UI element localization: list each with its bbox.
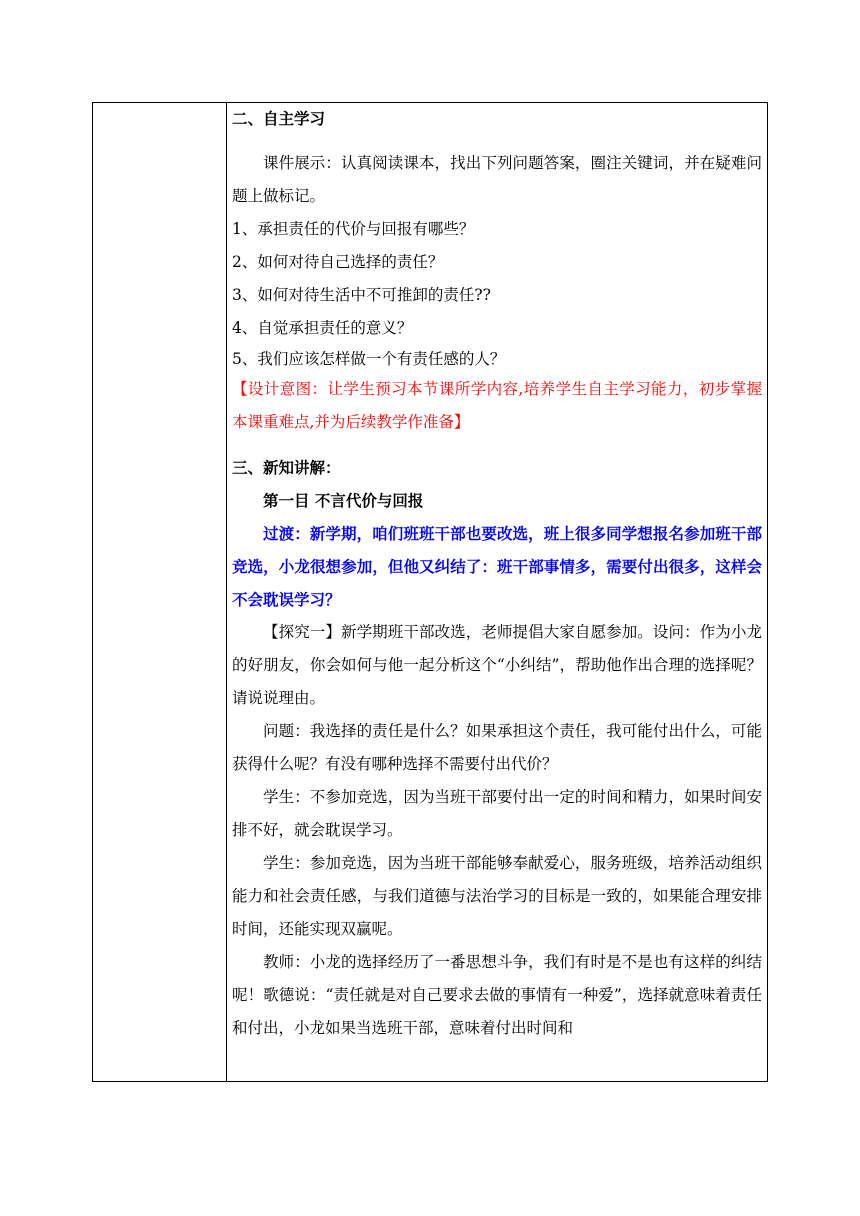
question-3: 3、如何对待生活中不可推卸的责任?? bbox=[232, 286, 491, 304]
question-paragraph: 问题：我选择的责任是什么？如果承担这个责任，我可能付出什么，可能获得什么呢？有没有哪种选择不需要付出代价？ bbox=[232, 722, 762, 773]
question-2: 2、如何对待自己选择的责任？ bbox=[232, 253, 444, 271]
question-5: 5、我们应该怎样做一个有责任感的人？ bbox=[232, 350, 506, 368]
student-answer-2: 学生：参加竞选，因为当班干部能够奉献爱心，服务班级，培养活动组织能力和社会责任感，与我们道德与法治学习的目标是一致的，如果能合理安排时间，还能实现双赢呢。 bbox=[232, 854, 762, 938]
question-1: 1、承担责任的代价与回报有哪些？ bbox=[232, 220, 475, 238]
table-column-divider bbox=[226, 102, 227, 1082]
design-intent-note: 【设计意图：让学生预习本节课所学内容,培养学生自主学习能力，初步掌握本课重难点,并为后续教学作准备】 bbox=[232, 380, 762, 431]
student-answer-1: 学生：不参加竞选，因为当班干部要付出一定的时间和精力，如果时间安排不好，就会耽误学习。 bbox=[232, 788, 762, 839]
teacher-paragraph: 教师：小龙的选择经历了一番思想斗争，我们有时是不是也有这样的纠结呢！歌德说：“责任就是对自己要求去做的事情有一种爱”，选择就意味着责任和付出，小龙如果当选班干部，意味着付出时间和 bbox=[232, 953, 762, 1037]
lesson-content-cell bbox=[232, 102, 762, 1080]
question-4: 4、自觉承担责任的意义？ bbox=[232, 319, 413, 337]
section3-subheading: 第一目 不言代价与回报 bbox=[263, 491, 424, 510]
section2-heading: 二、自主学习 bbox=[232, 109, 326, 128]
section2-intro: 课件展示：认真阅读课本，找出下列问题答案，圈注关键词，并在疑难问题上做标记。 bbox=[232, 154, 762, 205]
explore-one-paragraph: 【探究一】新学期班干部改选，老师提倡大家自愿参加。设问：作为小龙的好朋友，你会如何与他一起分析这个“小纠结”，帮助他作出合理的选择呢？请说说理由。 bbox=[232, 623, 762, 707]
transition-paragraph: 过渡：新学期，咱们班班干部也要改选，班上很多同学想报名参加班干部竞选，小龙很想参加，但他又纠结了：班干部事情多，需要付出很多，这样会不会耽误学习？ bbox=[232, 524, 762, 609]
section3-heading: 三、新知讲解： bbox=[232, 458, 341, 477]
